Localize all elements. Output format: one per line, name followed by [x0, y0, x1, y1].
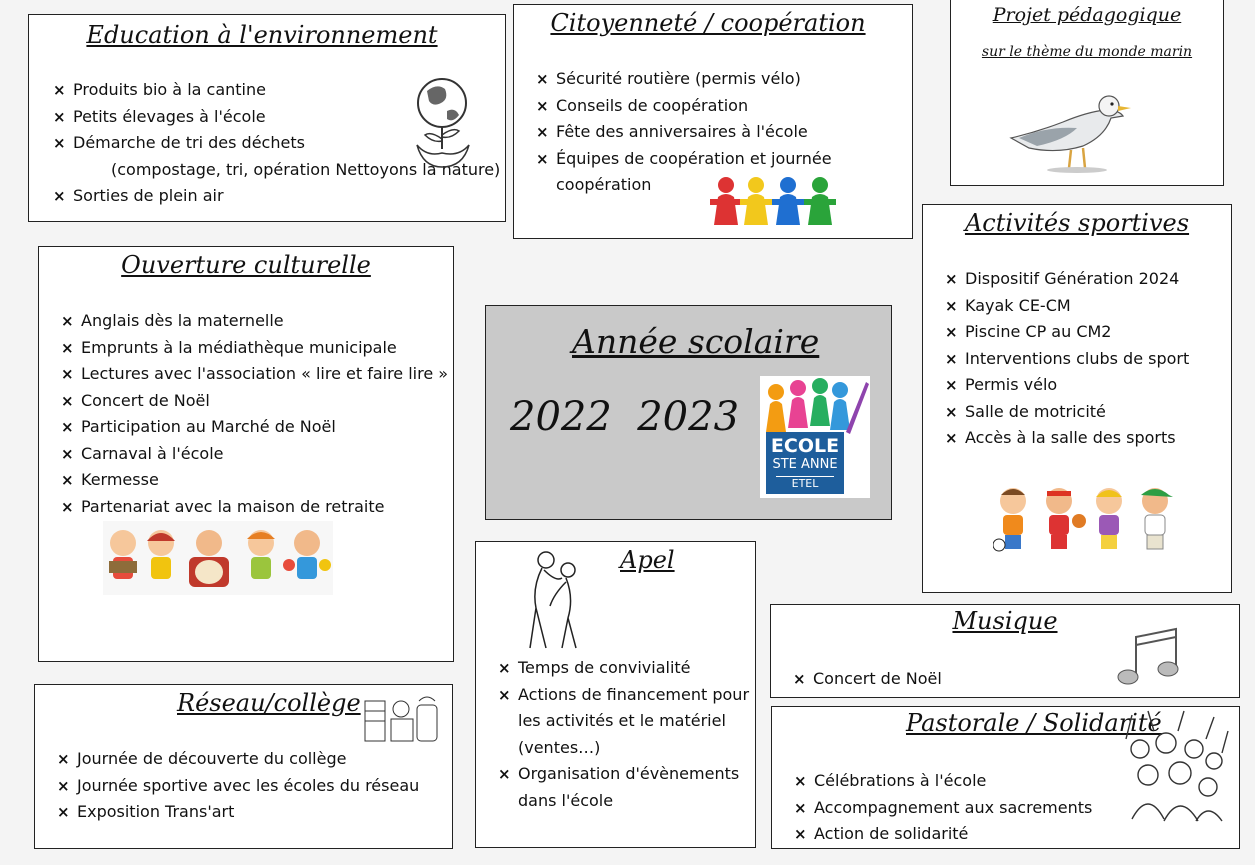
school-logo-line2: STE ANNE: [772, 457, 838, 472]
list-item: × Journée sportive avec les écoles du réseau: [55, 773, 419, 800]
music-note-icon: [1116, 627, 1186, 691]
list-item: × Sécurité routière (permis vélo): [534, 66, 832, 93]
list-item: × Permis vélo: [943, 372, 1189, 399]
list-item: × Démarche de tri des déchets: [51, 130, 500, 157]
citoyennete-title: Citoyenneté / coopération: [550, 9, 866, 37]
list-item: coopération: [556, 175, 652, 194]
school-logo-line3: ETEL: [776, 476, 834, 491]
list-item: × Équipes de coopération et journée: [534, 146, 832, 173]
list-item: × Emprunts à la médiathèque municipale: [59, 335, 448, 362]
list-item: × Concert de Noël: [59, 388, 448, 415]
list-item: (ventes…): [518, 737, 601, 757]
list-item: × Célébrations à l'école: [792, 768, 1092, 795]
list-item: dans l'école: [518, 790, 614, 810]
culture-box: [38, 246, 454, 662]
list-item: × Salle de motricité: [943, 399, 1189, 426]
list-item: × Concert de Noël: [791, 666, 942, 693]
musique-list: [791, 666, 942, 693]
pastorale-box: [771, 706, 1240, 849]
earth-hands-icon: [397, 73, 487, 173]
list-item: × Accompagnement aux sacrements: [792, 795, 1092, 822]
apel-title: Apel: [620, 546, 675, 574]
musique-box: [770, 604, 1240, 698]
annee-box: [485, 305, 892, 520]
sport-box: [922, 204, 1232, 593]
sport-list: [943, 266, 1189, 452]
parents-icon: [512, 548, 592, 652]
list-item: (compostage, tri, opération Nettoyons la nature): [111, 159, 501, 179]
list-item: × Participation au Marché de Noël: [59, 414, 448, 441]
school-logo-plate: [766, 432, 844, 494]
list-item: × Piscine CP au CM2: [943, 319, 1189, 346]
citoyennete-box: [513, 4, 913, 239]
annee-title: Année scolaire: [572, 322, 820, 361]
list-item: × Action de solidarité: [792, 821, 1092, 848]
environnement-title: Education à l'environnement: [86, 21, 438, 49]
sport-kids-icon: [993, 485, 1177, 555]
list-item: × Kermesse: [59, 467, 448, 494]
crowd-icon: [1118, 709, 1230, 831]
projet-title: Projet pédagogique: [992, 4, 1182, 26]
apel-box: [475, 541, 756, 848]
list-item: les activités et le matériel: [518, 711, 726, 730]
environnement-box: [28, 14, 506, 222]
sport-title: Activités sportives: [964, 209, 1190, 237]
school-logo: [760, 376, 870, 498]
reseau-list: [55, 746, 419, 826]
pastorale-title: Pastorale / Solidarité: [906, 709, 1162, 737]
reseau-title: Réseau/collège: [177, 689, 361, 717]
reseau-box: [34, 684, 453, 849]
list-item: × Lectures avec l'association « lire et faire lire »: [59, 361, 448, 388]
list-item: × Kayak CE-CM: [943, 293, 1189, 320]
list-item: × Fête des anniversaires à l'école: [534, 119, 832, 146]
list-item: × Interventions clubs de sport: [943, 346, 1189, 373]
list-item: × Exposition Trans'art: [55, 799, 419, 826]
list-item: × Organisation d'évènements: [496, 761, 749, 788]
list-item: × Anglais dès la maternelle: [59, 308, 448, 335]
projet-subtitle: sur le thème du monde marin: [981, 44, 1193, 60]
cooperation-figures-icon: [710, 175, 840, 227]
culture-list: [59, 308, 448, 520]
list-item: × Partenariat avec la maison de retraite: [59, 494, 448, 521]
annee-year: 2022 2023: [510, 394, 740, 440]
list-item: × Temps de convivialité: [496, 655, 749, 682]
apel-list: [496, 655, 749, 814]
projet-box: [950, 0, 1224, 186]
list-item: × Conseils de coopération: [534, 93, 832, 120]
list-item: × Actions de financement pour: [496, 682, 749, 709]
school-supplies-icon: [361, 691, 441, 745]
school-logo-kids-icon: [760, 376, 870, 434]
music-kids-icon: [103, 521, 333, 595]
list-item: × Carnaval à l'école: [59, 441, 448, 468]
list-item: × Accès à la salle des sports: [943, 425, 1189, 452]
list-item: × Dispositif Génération 2024: [943, 266, 1189, 293]
musique-title: Musique: [952, 607, 1058, 635]
school-logo-line1: ECOLE: [770, 435, 840, 457]
pastorale-list: [792, 768, 1092, 848]
list-item: × Petits élevages à l'école: [51, 104, 500, 131]
list-item: × Sorties de plein air: [51, 183, 500, 210]
list-item: × Journée de découverte du collège: [55, 746, 419, 773]
culture-title: Ouverture culturelle: [121, 251, 371, 279]
seagull-icon: [1007, 92, 1131, 176]
list-item: × Produits bio à la cantine: [51, 77, 500, 104]
